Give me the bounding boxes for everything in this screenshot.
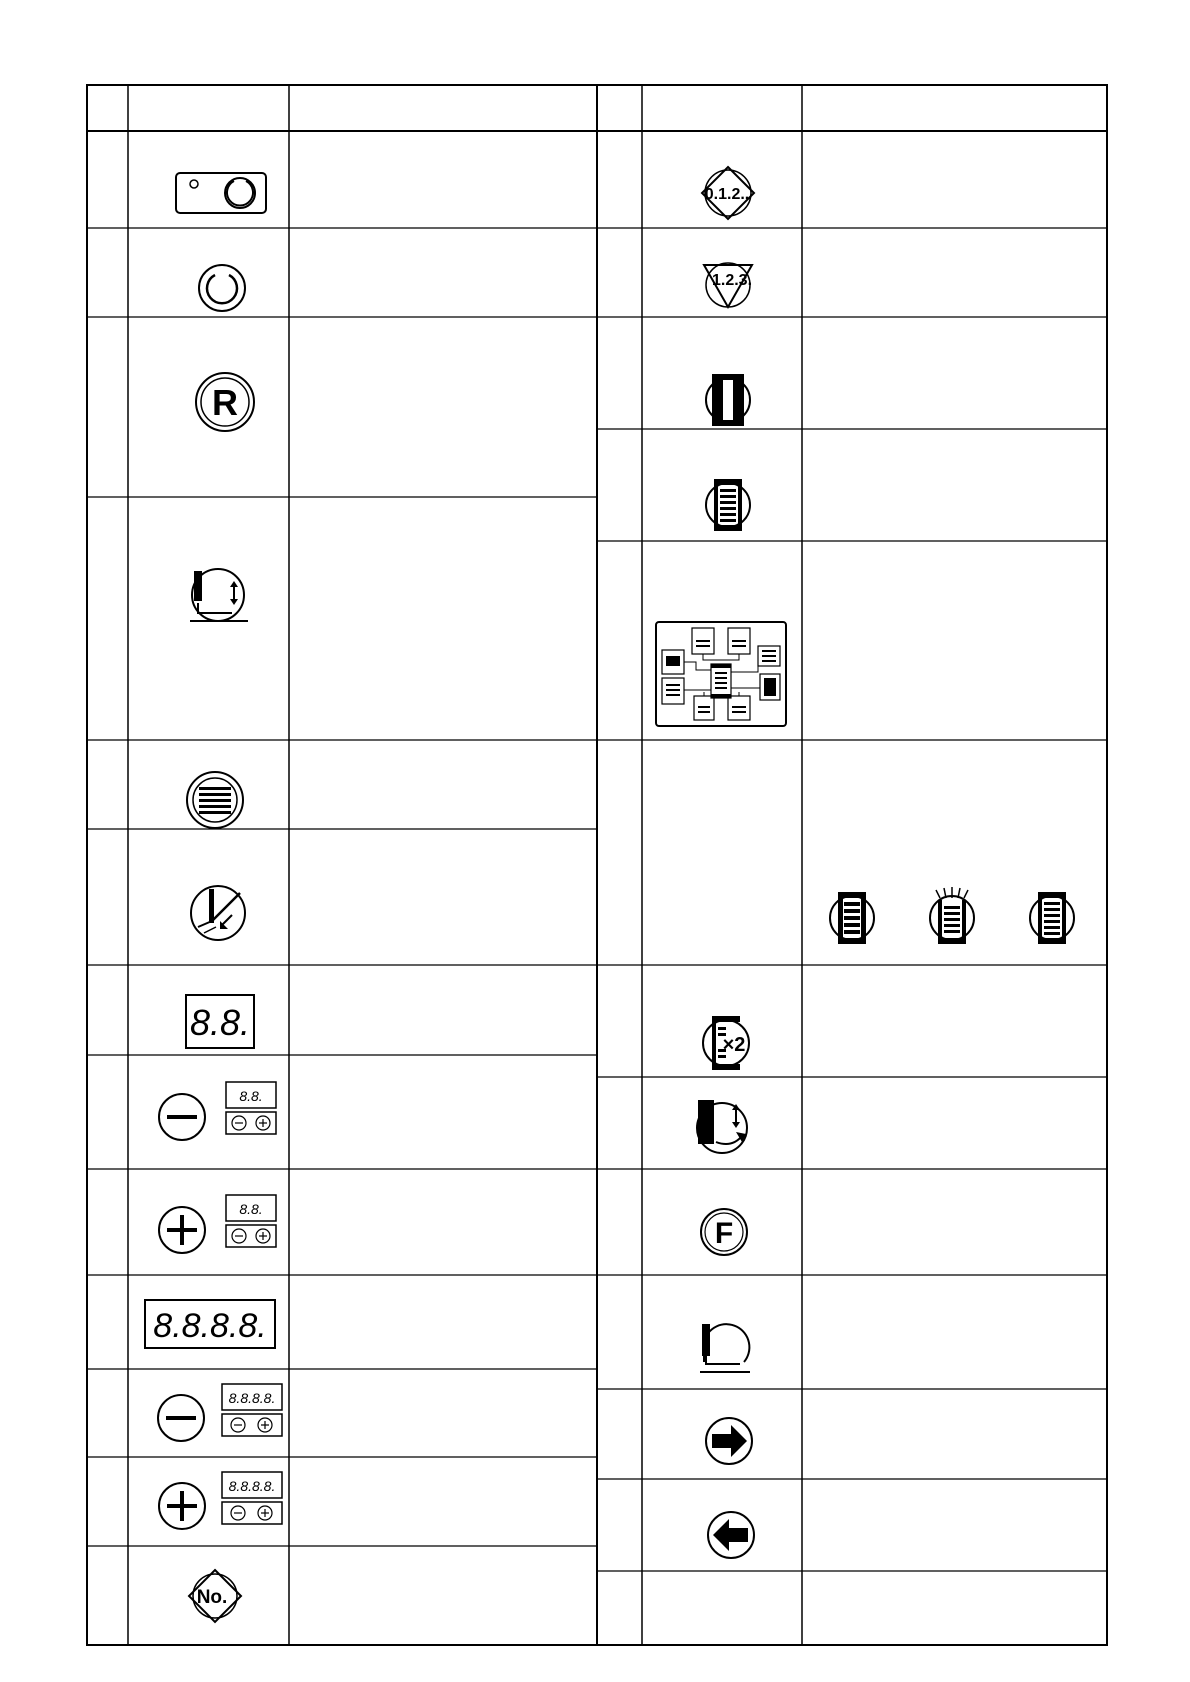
mini-control-panel: [222, 1472, 282, 1524]
mini-display-text: 8.8.: [239, 1088, 263, 1104]
display-text: 8.8.8.8.: [153, 1307, 267, 1345]
bartack-variant-dense-icon: [830, 892, 874, 944]
mini-control-panel: [222, 1384, 282, 1436]
mini-display-text: 8.8.8.8.: [228, 1478, 276, 1494]
key-text: No.: [196, 1587, 228, 1608]
mini-control-panel: [226, 1195, 276, 1247]
counter-select-key-icon: [702, 167, 754, 219]
left-table: [87, 85, 597, 1645]
bartack-variant-standard-icon: [1030, 892, 1074, 944]
cloth-clamp-key-icon: [697, 1100, 747, 1153]
presser-key-icon: [700, 1324, 750, 1372]
function-key-icon: [701, 1209, 747, 1255]
two-digit-display-icon: [186, 995, 254, 1048]
bartack-indicator-icon: [706, 374, 750, 426]
sequence-diagram-icon: [656, 622, 786, 726]
double-stitch-key-icon: [703, 1016, 749, 1070]
four-digit-display-icon: [145, 1300, 275, 1348]
reset-key-icon: [196, 373, 254, 431]
stitch-list-key-icon: [187, 772, 243, 828]
key-text: 1.2.3.: [711, 272, 753, 289]
key-text: 0.1.2..: [704, 186, 750, 203]
mini-display-text: 8.8.: [239, 1201, 263, 1217]
thread-trimmer-key-icon: [191, 886, 245, 940]
plus-key-icon: [159, 1483, 205, 1529]
plus-key-icon: [159, 1207, 205, 1253]
minus-key-icon: [158, 1395, 204, 1441]
bartack-variants-icon: [830, 887, 1074, 944]
backward-arrow-key-icon: [708, 1512, 754, 1558]
mini-control-panel: [226, 1082, 276, 1134]
power-switch-icon: [176, 173, 266, 213]
mini-display-text: 8.8.8.8.: [228, 1390, 276, 1406]
bartack-stitch-indicator-icon: [706, 479, 750, 531]
bartack-variant-open-icon: [930, 887, 974, 944]
key-text: F: [714, 1217, 734, 1250]
key-text: ×2: [722, 1034, 746, 1056]
display-text: 8.8.: [189, 1002, 251, 1043]
counter-value-key-icon: [704, 263, 752, 307]
forward-arrow-key-icon: [706, 1418, 752, 1464]
svg-text:R: R: [212, 382, 238, 423]
right-table: [597, 85, 1107, 1645]
presser-lift-key-icon: [190, 569, 248, 621]
pattern-number-key-icon: [189, 1570, 241, 1622]
ready-key-icon: [199, 265, 245, 311]
minus-key-icon: [159, 1094, 205, 1140]
